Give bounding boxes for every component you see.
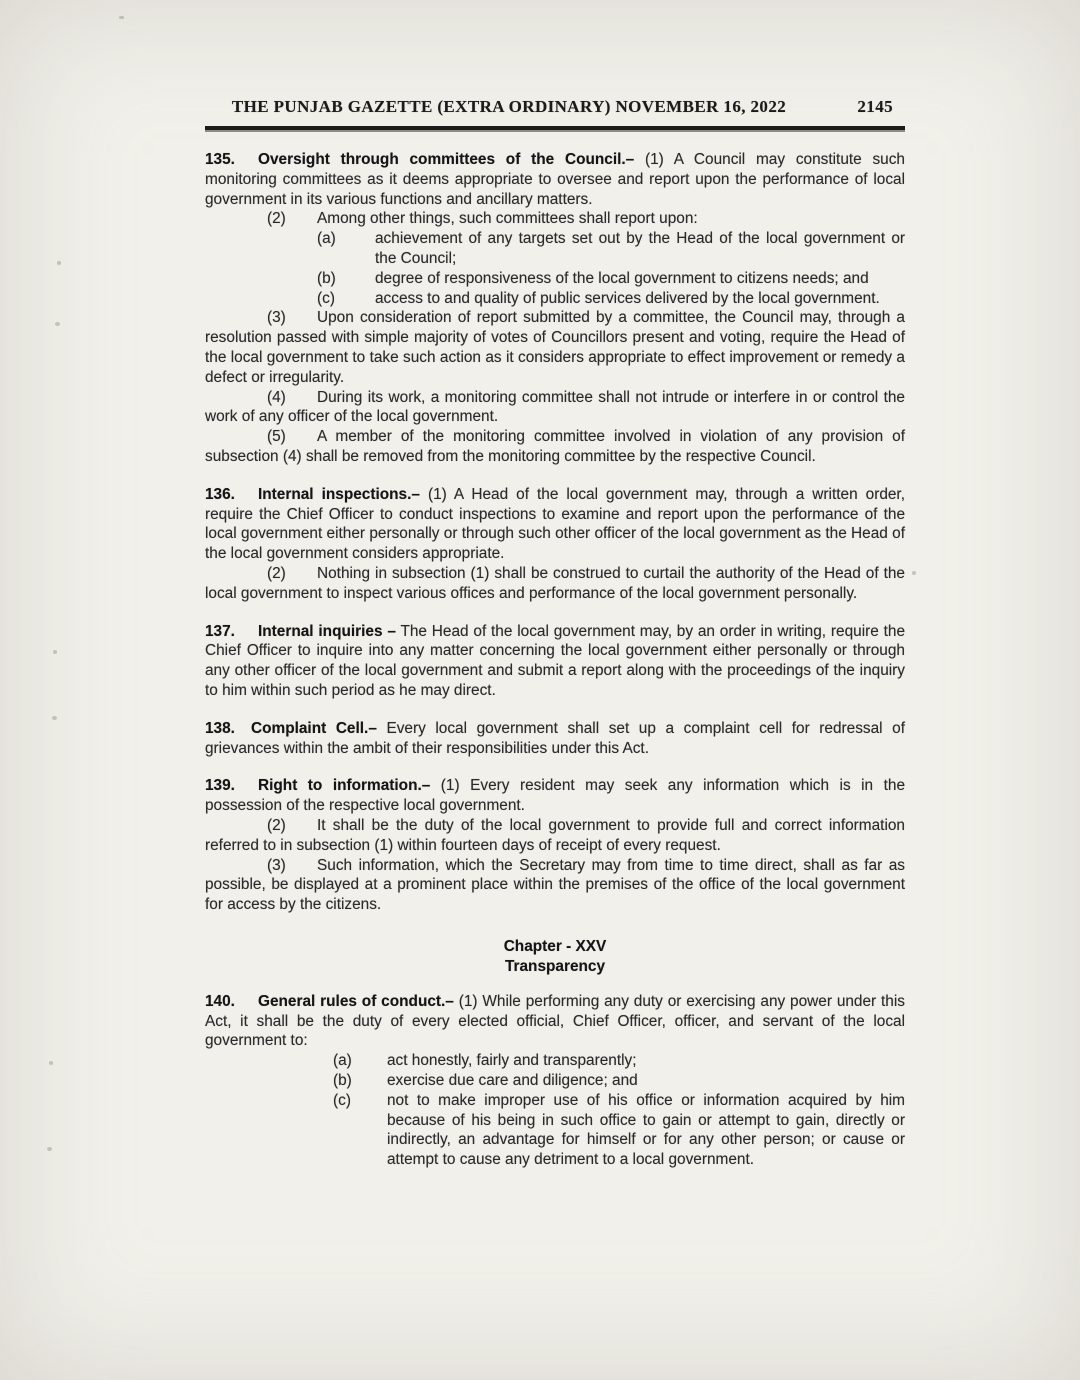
scan-artifact xyxy=(119,16,124,19)
section-138 xyxy=(205,719,905,759)
subsection-135-2 xyxy=(205,209,905,229)
list-item-a xyxy=(205,229,905,269)
section-number: 135. xyxy=(205,151,235,168)
section-137 xyxy=(205,622,905,701)
subsection-135-4 xyxy=(205,388,905,428)
scan-artifact xyxy=(912,571,916,575)
section-heading: General rules of conduct.– xyxy=(258,992,454,1010)
header-rule xyxy=(205,126,905,132)
list-item-letter: (b) xyxy=(333,1072,352,1090)
section-heading: Internal inspections.– xyxy=(258,485,420,503)
subsection-text: It shall be the duty of the local government to provide full and correct information referred to in subsection (1) within fourteen days of receipt of every request. xyxy=(205,816,905,854)
section-heading: Oversight through committees of the Council.– xyxy=(258,151,635,168)
subsection-text: Such information, which the Secretary may from time to time direct, shall as far as possible, be displayed at a prominent place within the premises of the office of the local government for access by the citizens. xyxy=(205,856,905,914)
subsection-number: (3) xyxy=(267,856,286,874)
section-text: The Head of the local government may, by an order in writing, require the Chief Officer to inquire into any matter concerning the local government either personally or through any other officer of the local government and submit a report along with the proceedings of the inquiry to him within such period as he may direct. xyxy=(205,622,906,699)
list-item-text: degree of responsiveness of the local government to citizens needs; and xyxy=(375,269,869,287)
scan-artifact xyxy=(55,322,60,326)
subsection-text: Nothing in subsection (1) shall be construed to curtail the authority of the Head of the local government to inspect various offices and performance of the local government personally. xyxy=(205,564,905,602)
section-heading: Right to information.– xyxy=(258,777,431,795)
section-number: 139. xyxy=(205,777,235,795)
section-number: 136. xyxy=(205,485,235,503)
section-heading: Internal inquiries – xyxy=(258,622,396,640)
subsection-text: Upon consideration of report submitted by a committee, the Council may, through a resolution passed with simple majority of votes of Councillors present and voting, require the Head of the local government to take such action as it considers appropriate to effect improvement or remedy a defect or irregularity. xyxy=(205,309,905,386)
subsection-139-2 xyxy=(205,816,905,856)
scan-artifact xyxy=(47,1147,52,1151)
scan-artifact xyxy=(53,650,57,654)
running-head xyxy=(205,97,905,121)
subsection-number: (2) xyxy=(267,816,286,834)
chapter-heading xyxy=(205,937,905,978)
list-item-text: not to make improper use of his office or information acquired by him because of his being in such office to gain or attempt to gain, directly or indirectly, an advantage for himself or for any other person; or cause or attempt to cause any detriment to a local government. xyxy=(387,1091,905,1169)
gazette-title: THE PUNJAB GAZETTE (EXTRA ORDINARY) NOVEMBER 16, 2022 xyxy=(231,97,787,116)
list-item-text: act honestly, fairly and transparently; xyxy=(387,1052,637,1070)
subsection-number: (5) xyxy=(267,428,286,446)
list-item-letter: (c) xyxy=(317,289,335,307)
subsection-135-5 xyxy=(205,427,905,467)
list-item-text: access to and quality of public services delivered by the local government. xyxy=(375,289,880,307)
section-number: 140. xyxy=(205,992,235,1010)
page-number: 2145 xyxy=(857,97,893,116)
section-text: Every local government shall set up a complaint cell for redressal of grievances within the ambit of their responsibilities under this Act. xyxy=(205,719,906,757)
subsection-text: A member of the monitoring committee involved in violation of any provision of subsection (4) shall be removed from the monitoring committee by the respective Council. xyxy=(205,428,905,465)
list-item-letter: (a) xyxy=(317,230,336,248)
section-number: 137. xyxy=(205,622,235,640)
list-item-c xyxy=(205,1091,905,1170)
section-139 xyxy=(205,776,905,816)
list-item-letter: (a) xyxy=(333,1052,352,1070)
section-text: (1) A Council may constitute such monitoring committees as it deems appropriate to oversee and report upon the performance of local government in its various functions and ancillary matters. xyxy=(205,151,905,208)
chapter-number: Chapter - XXV xyxy=(503,937,607,955)
page-content xyxy=(205,97,905,1170)
scan-artifact xyxy=(49,1061,53,1065)
section-text: (1) A Head of the local government may, through a written order, require the Chief Officer to conduct inspections to examine and report upon the performance of the local government either personally or through such other officer of the local government as the Head of the local government considers appropriate. xyxy=(205,485,905,563)
list-item-a xyxy=(205,1051,905,1071)
subsection-135-3 xyxy=(205,308,905,387)
list-item-text: achievement of any targets set out by the Head of the local government or the Council; xyxy=(375,230,905,267)
subsection-number: (2) xyxy=(267,210,286,228)
subsection-number: (2) xyxy=(267,564,286,582)
section-text: (1) Every resident may seek any information which is in the possession of the respective local government. xyxy=(205,777,906,815)
list-item-letter: (b) xyxy=(317,269,336,287)
section-heading: Complaint Cell.– xyxy=(251,719,377,737)
chapter-title: Transparency xyxy=(504,958,606,976)
subsection-number: (3) xyxy=(267,309,286,327)
section-135 xyxy=(205,150,905,209)
list-item-text: exercise due care and diligence; and xyxy=(387,1072,638,1090)
scan-artifact xyxy=(52,716,57,720)
scan-artifact xyxy=(57,261,61,265)
subsection-text: During its work, a monitoring committee shall not intrude or interfere in or control the work of any officer of the local government. xyxy=(205,388,905,426)
subsection-139-3 xyxy=(205,856,905,915)
section-140 xyxy=(205,992,905,1051)
subsection-136-2 xyxy=(205,564,905,604)
section-136 xyxy=(205,485,905,564)
section-text: (1) While performing any duty or exercising any power under this Act, it shall be the duty of every elected official, Chief Officer, officer, and servant of the local government to: xyxy=(205,992,905,1050)
list-item-b xyxy=(205,1071,905,1091)
subsection-text: Among other things, such committees shall report upon: xyxy=(317,210,698,228)
list-item-letter: (c) xyxy=(333,1091,351,1109)
subsection-number: (4) xyxy=(267,388,286,406)
section-number: 138. xyxy=(205,719,235,737)
list-item-b xyxy=(205,269,905,289)
list-item-c xyxy=(205,289,905,309)
